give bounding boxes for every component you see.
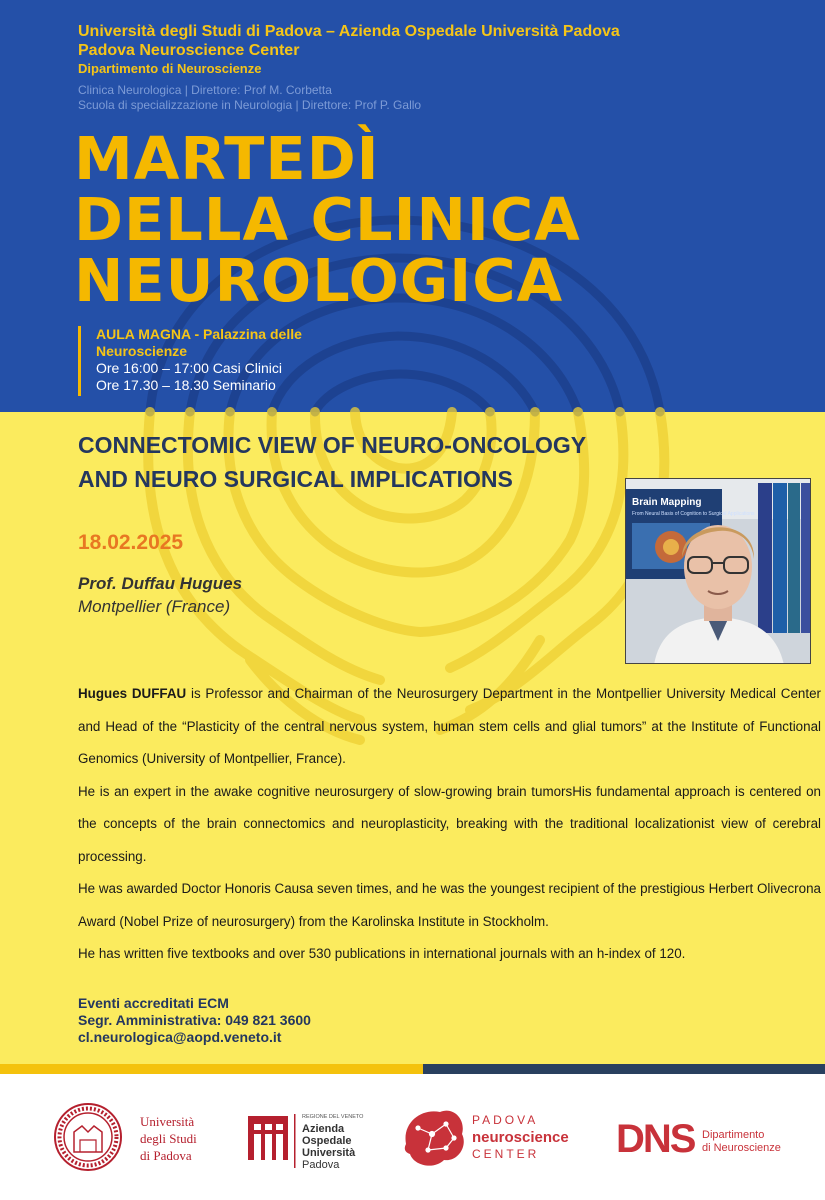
bio-text: is Professor and Chairman of the Neurosurgery Department in the Montpellier University Medical Center and Head of the “Plasticity of the central nervous system, human stem cells and glial tumors” at the Institute of Functional Genomics (University of Montpellier, France). (78, 686, 821, 766)
aopd-line: Ospedale (302, 1135, 352, 1147)
unipd-line: di Padova (140, 1148, 192, 1163)
event-title (74, 124, 581, 315)
speaker-photo-illustration (626, 479, 811, 664)
divider-yellow (0, 1064, 423, 1074)
venue-line: Neuroscienze (96, 343, 188, 359)
dns-mark: DNS (616, 1117, 695, 1161)
venue-block (78, 326, 302, 396)
speaker-block (78, 572, 242, 618)
speaker-photo (625, 478, 811, 664)
directors-block (78, 83, 421, 113)
speaker-name: Prof. Duffau Hugues (78, 574, 243, 593)
pnc-line: CENTER (472, 1147, 540, 1161)
accreditation-line: Eventi accreditati ECM (78, 995, 229, 1011)
logo-pnc (400, 1104, 580, 1172)
pnc-line: PADOVA (472, 1113, 539, 1127)
bio-paragraph: He is an expert in the awake cognitive neurosurgery of slow-growing brain tumorsHis fundamental approach is centered on the concepts of the brain connectomics and neuroplasticity, breaking with the traditional localizationist view of cerebral processing. (78, 783, 821, 864)
book-title: Brain Mapping (632, 497, 702, 508)
schedule-line: Ore 16:00 – 17:00 Casi Clinici (96, 360, 282, 376)
footer-divider (0, 1064, 825, 1074)
divider-navy (423, 1064, 825, 1074)
logo-dns (616, 1114, 796, 1164)
schedule-line: Ore 17.30 – 18.30 Seminario (96, 377, 276, 393)
logo-footer (0, 1074, 825, 1200)
bio-name: Hugues DUFFAU (78, 686, 187, 701)
event-title-line: NEUROLOGICA (74, 246, 564, 315)
event-date: 18.02.2025 (78, 531, 184, 554)
pnc-brain-icon (400, 1104, 580, 1172)
organizer-line: Università degli Studi di Padova – Azienda Ospedale Università Padova (78, 23, 620, 40)
speaker-bio (78, 678, 821, 971)
event-title-line: DELLA CLINICA (74, 185, 581, 254)
bio-paragraph: He was awarded Doctor Honoris Causa seven times, and he was the youngest recipient of the prestigious Herbert Olivecrona Award (Nobel Prize of neurosurgery) from the Karolinska Institute in Stockholm. (78, 881, 821, 929)
logo-aopd (246, 1110, 376, 1172)
logo-unipd (52, 1102, 232, 1172)
aopd-line: Azienda (302, 1123, 345, 1135)
talk-title (78, 428, 586, 496)
phone-line: Segr. Amministrativa: 049 821 3600 (78, 1012, 311, 1028)
event-title-line: MARTEDÌ (74, 124, 380, 193)
bio-paragraph (78, 678, 821, 776)
organizer-line: Padova Neuroscience Center (78, 42, 300, 59)
organizer-line: Dipartimento di Neuroscienze (78, 61, 262, 76)
book-subtitle: From Neural Basis of Cognition to Surgical Applications (632, 511, 755, 517)
aopd-region: REGIONE DEL VENETO (302, 1114, 364, 1120)
pnc-line: neuroscience (472, 1129, 569, 1146)
unipd-line: degli Studi (140, 1131, 197, 1146)
email-line: cl.neurologica@aopd.veneto.it (78, 1029, 282, 1045)
venue-line: AULA MAGNA - Palazzina delle (96, 326, 302, 342)
aopd-building-icon (246, 1110, 376, 1172)
dns-mark-icon (616, 1114, 796, 1164)
contact-block (78, 995, 311, 1046)
unipd-seal-icon (52, 1102, 232, 1172)
director-line: Scuola di specializzazione in Neurologia | Direttore: Prof P. Gallo (78, 98, 422, 112)
talk-title-line: CONNECTOMIC VIEW OF NEURO-ONCOLOGY (78, 432, 587, 458)
speaker-location: Montpellier (France) (78, 597, 231, 616)
director-line: Clinica Neurologica | Direttore: Prof M. Corbetta (78, 83, 332, 97)
bio-paragraph: He has written five textbooks and over 530 publications in international journals with an h-index of 120. (78, 946, 686, 961)
aopd-line: Padova (302, 1159, 340, 1171)
unipd-line: Università (140, 1114, 195, 1129)
talk-title-line: AND NEURO SURGICAL IMPLICATIONS (78, 466, 513, 492)
dns-line: Dipartimento (702, 1129, 765, 1141)
dns-line: di Neuroscienze (702, 1142, 781, 1154)
organizer-block (78, 22, 620, 77)
aopd-line: Università (302, 1147, 356, 1159)
